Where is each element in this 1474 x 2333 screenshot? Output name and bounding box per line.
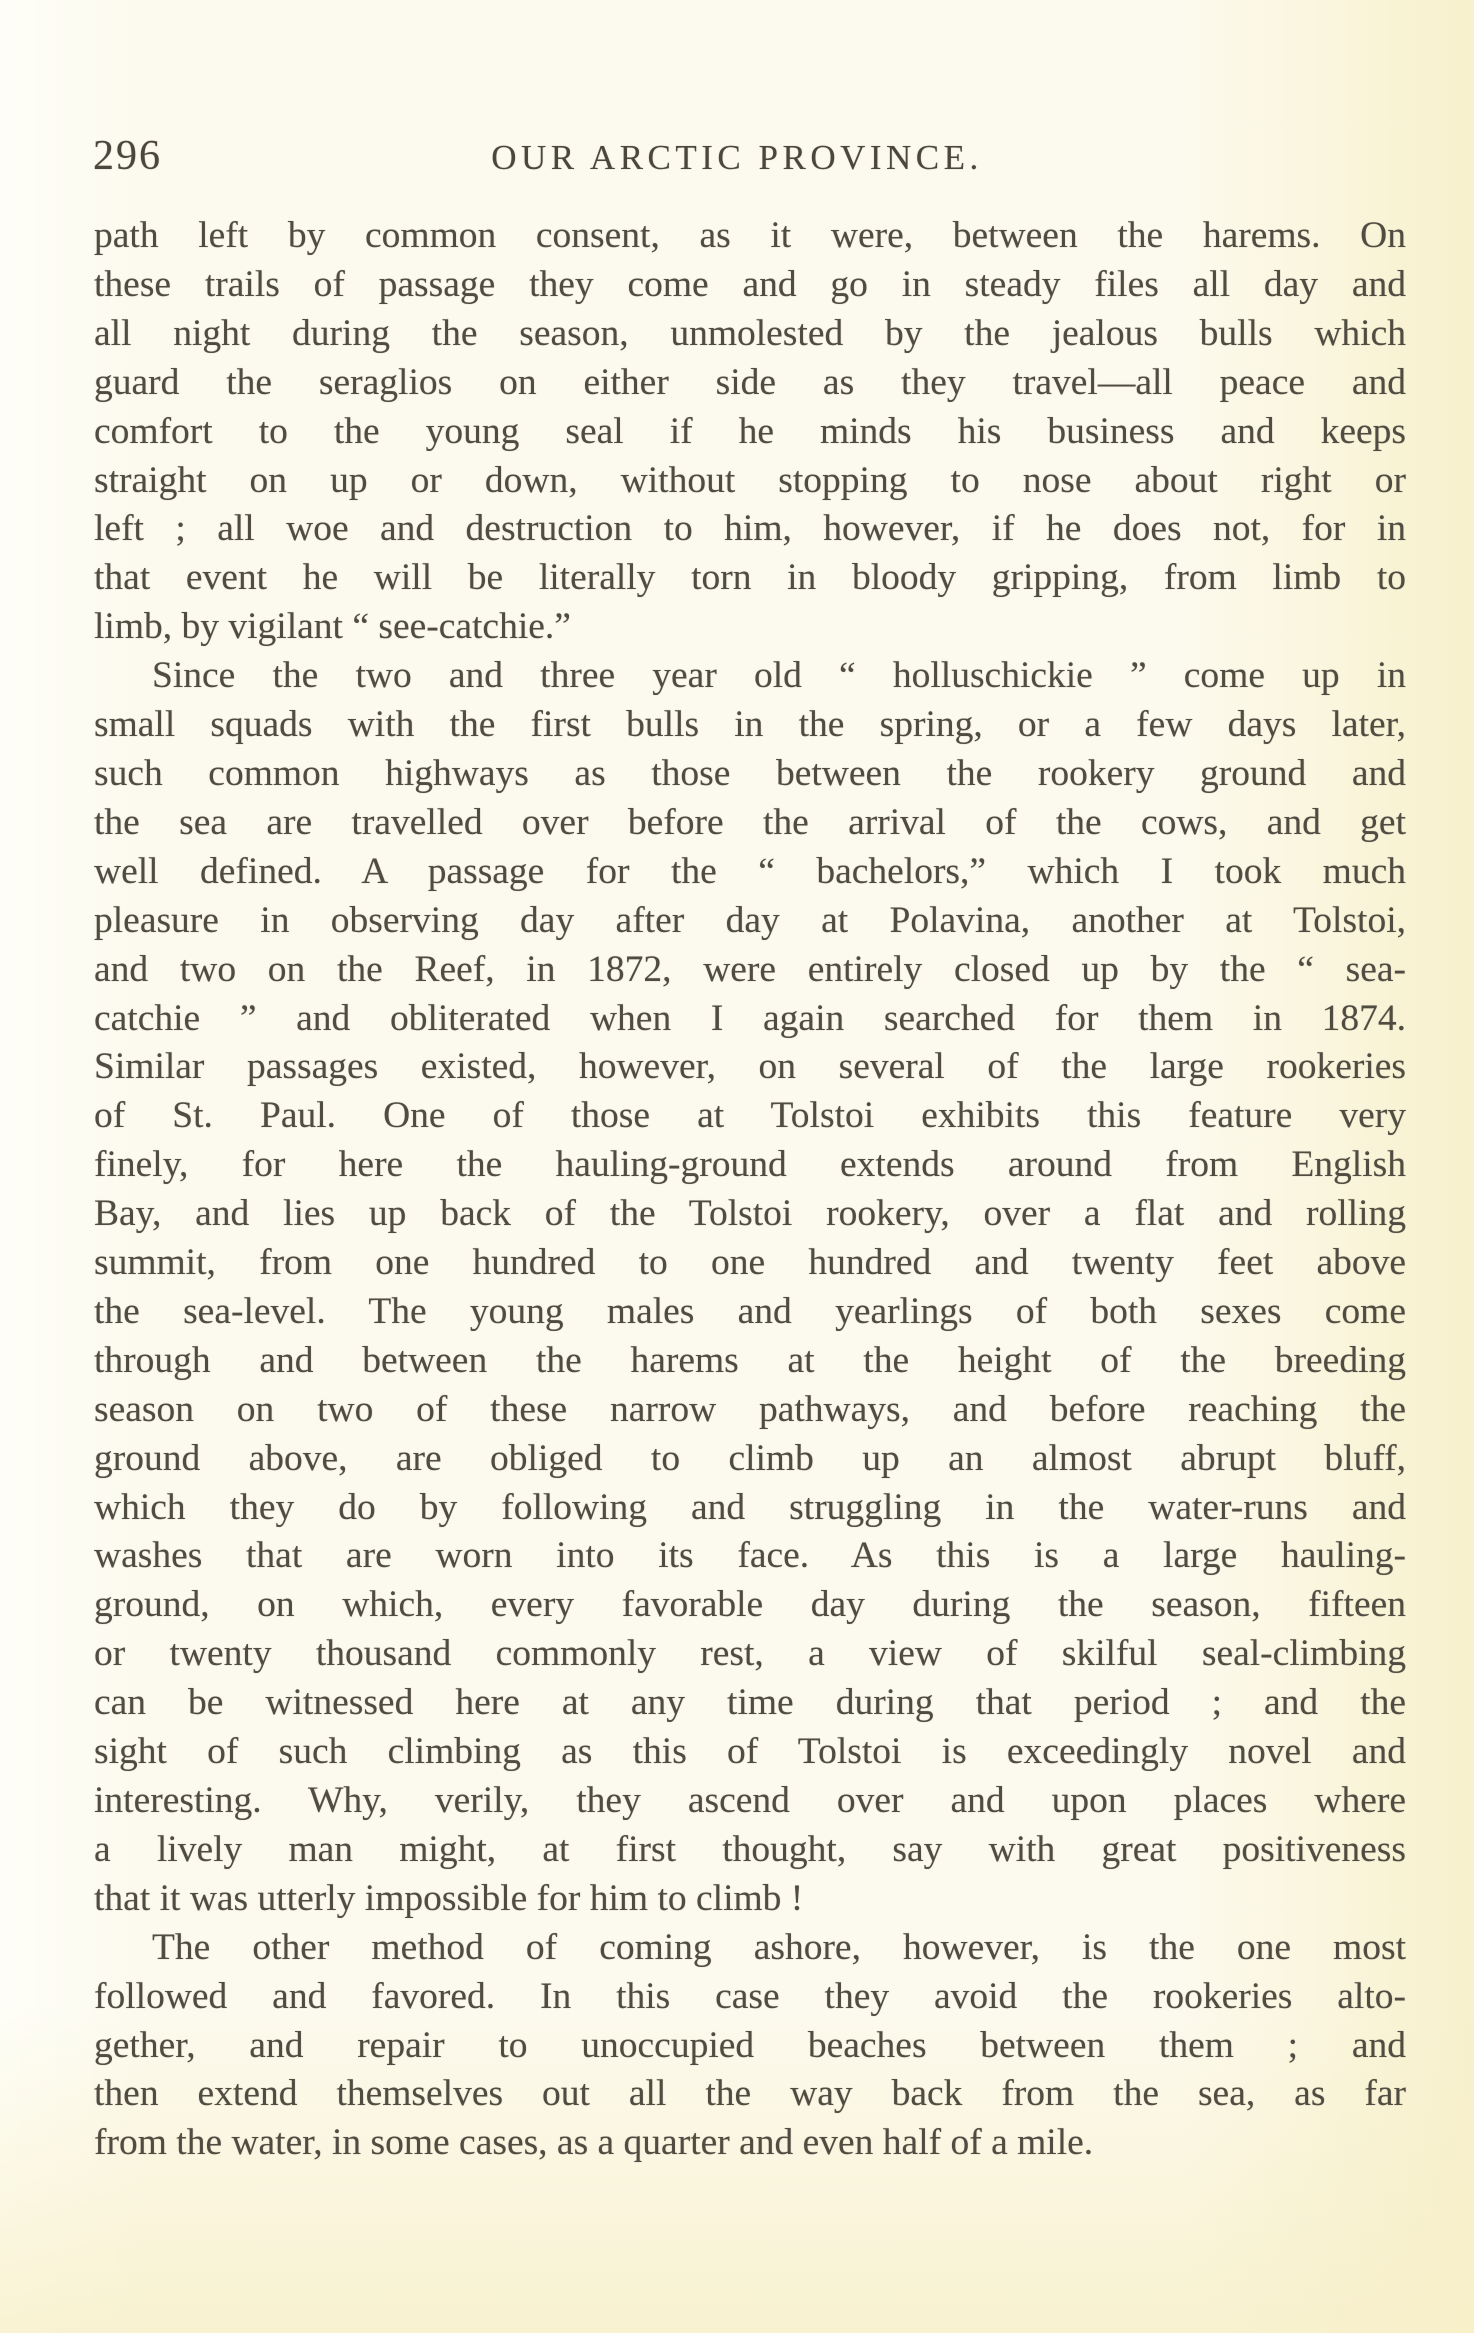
text-line: guard the seraglios on either side as they travel—all peace and <box>94 361 1406 403</box>
text-line: path left by common consent, as it were, between the harems. On <box>94 215 1406 256</box>
text-line: summit, from one hundred to one hundred and twenty feet above <box>94 1242 1406 1284</box>
paragraph <box>94 212 1406 652</box>
text-line: can be witnessed here at any time during that period ; and the <box>94 1682 1406 1724</box>
running-head: OUR ARCTIC PROVINCE. <box>491 138 983 177</box>
text-line: the sea are travelled over before the arrival of the cows, and get <box>94 801 1406 843</box>
text-line: that event he will be literally torn in bloody gripping, from limb to <box>94 557 1406 599</box>
text-line: that it was utterly impossible for him to climb ! <box>94 1877 804 1919</box>
text-line: limb, by vigilant “ see-catchie.” <box>94 606 571 648</box>
text-line: straight on up or down, without stopping to nose about right or <box>94 459 1406 501</box>
text-line: Similar passages existed, however, on several of the large rookeries <box>94 1046 1406 1088</box>
text-line: ground above, are obliged to climb up an almost abrupt bluff, <box>94 1437 1406 1479</box>
text-line: from the water, in some cases, as a quarter and even half of a mile. <box>94 2122 1094 2164</box>
text-line: washes that are worn into its face. As this is a large hauling- <box>94 1535 1406 1577</box>
text-line: Since the two and three year old “ holluschickie ” come up in <box>152 655 1406 697</box>
body-text <box>94 212 1406 2168</box>
text-line: comfort to the young seal if he minds his business and keeps <box>94 410 1406 452</box>
paragraph <box>94 1924 1406 2169</box>
paragraph <box>94 652 1406 1924</box>
text-line: left ; all woe and destruction to him, however, if he does not, for in <box>94 508 1406 550</box>
text-line: of St. Paul. One of those at Tolstoi exhibits this feature very <box>94 1095 1406 1137</box>
text-line: and two on the Reef, in 1872, were entirely closed up by the “ sea- <box>94 948 1406 990</box>
text-line: well defined. A passage for the “ bachelors,” which I took much <box>94 850 1406 892</box>
text-line: interesting. Why, verily, they ascend over and upon places where <box>94 1780 1406 1821</box>
text-line: through and between the harems at the height of the breeding <box>94 1339 1406 1381</box>
text-line: sight of such climbing as this of Tolstoi is exceedingly novel and <box>94 1731 1406 1773</box>
text-line: then extend themselves out all the way back from the sea, as far <box>94 2073 1406 2115</box>
text-line: the sea-level. The young males and yearlings of both sexes come <box>94 1290 1406 1332</box>
text-line: ground, on which, every favorable day during the season, fifteen <box>94 1584 1406 1626</box>
page-number: 296 <box>93 133 162 179</box>
text-line: Bay, and lies up back of the Tolstoi rookery, over a flat and rolling <box>94 1193 1406 1235</box>
text-line: a lively man might, at first thought, say with great positiveness <box>94 1828 1406 1870</box>
text-line: catchie ” and obliterated when I again searched for them in 1874. <box>94 997 1406 1039</box>
text-line: followed and favored. In this case they avoid the rookeries alto- <box>94 1975 1406 2017</box>
page-header <box>0 130 1474 190</box>
text-line: gether, and repair to unoccupied beaches between them ; and <box>94 2024 1406 2066</box>
text-line: finely, for here the hauling-ground extends around from English <box>94 1144 1406 1186</box>
text-line: all night during the season, unmolested by the jealous bulls which <box>94 312 1406 354</box>
text-line: such common highways as those between the rookery ground and <box>94 752 1406 794</box>
text-line: pleasure in observing day after day at Polavina, another at Tolstoi, <box>94 899 1406 941</box>
text-line: The other method of coming ashore, however, is the one most <box>152 1926 1406 1968</box>
text-line: season on two of these narrow pathways, and before reaching the <box>94 1388 1406 1430</box>
text-line: small squads with the first bulls in the spring, or a few days later, <box>94 704 1406 746</box>
text-line: which they do by following and struggling in the water-runs and <box>94 1486 1406 1528</box>
text-line: these trails of passage they come and go in steady files all day and <box>94 263 1406 305</box>
text-line: or twenty thousand commonly rest, a view of skilful seal-climbing <box>94 1633 1406 1675</box>
